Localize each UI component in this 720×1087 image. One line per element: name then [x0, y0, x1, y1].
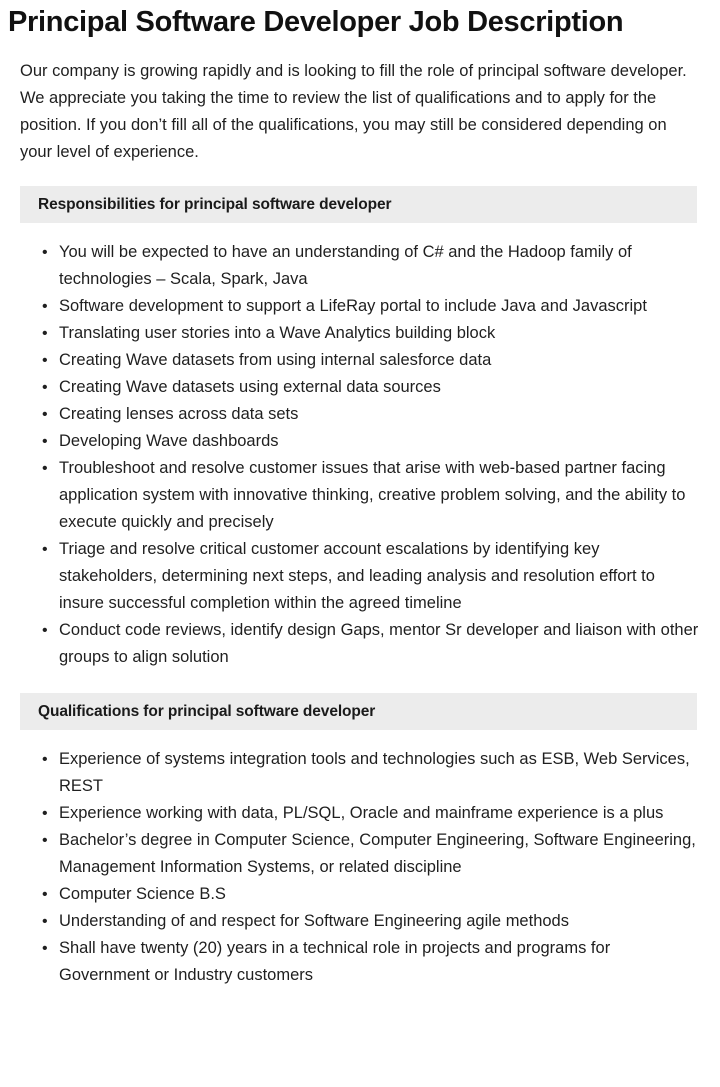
- list-item: • Translating user stories into a Wave Analytics building block: [20, 320, 700, 347]
- list-item: • Software development to support a LifeRay portal to include Java and Javascript: [20, 293, 700, 320]
- intro-paragraph: Our company is growing rapidly and is looking to fill the role of principal software developer. We appreciate you taking the time to review the list of qualifications and to apply for the position. If you don’t fill all of the qualifications, you may still be considered depending on your level of experience.: [20, 62, 687, 161]
- list-item: • Troubleshoot and resolve customer issues that arise with web-based partner facing application system with innovative thinking, creative problem solving, and the ability to execute quickly and precisely: [20, 455, 700, 536]
- list-item: • Conduct code reviews, identify design Gaps, mentor Sr developer and liaison with other groups to align solution: [20, 617, 700, 671]
- section-heading-label: Responsibilities for principal software developer: [38, 195, 392, 213]
- list-item: • Computer Science B.S: [20, 881, 700, 908]
- list-item: • Experience of systems integration tools and technologies such as ESB, Web Services, REST: [20, 746, 700, 800]
- list-item: • Shall have twenty (20) years in a technical role in projects and programs for Government or Industry customers: [20, 935, 700, 989]
- job-description-page: [0, 4, 720, 1087]
- list-item: • You will be expected to have an understanding of C# and the Hadoop family of technologies – Scala, Spark, Java: [20, 239, 700, 293]
- section-responsibilities: [0, 186, 720, 671]
- list-item: • Creating Wave datasets from using internal salesforce data: [20, 347, 700, 374]
- section-heading-label: Qualifications for principal software developer: [38, 702, 376, 720]
- list-item: • Developing Wave dashboards: [20, 428, 700, 455]
- list-item: • Creating lenses across data sets: [20, 401, 700, 428]
- list-item: • Triage and resolve critical customer account escalations by identifying key stakeholders, determining next steps, and leading analysis and resolution effort to insure successful completion within the agreed timeline: [20, 536, 700, 617]
- qualifications-list: [20, 746, 700, 989]
- section-header-qualifications: [20, 693, 697, 730]
- list-item: • Creating Wave datasets using external data sources: [20, 374, 700, 401]
- page-bottom-spacer: [0, 989, 720, 1015]
- section-header-responsibilities: [20, 186, 697, 223]
- responsibilities-list: [20, 239, 700, 671]
- page-title: Principal Software Developer Job Description: [8, 6, 624, 38]
- section-qualifications: [0, 693, 720, 989]
- list-item: • Bachelor’s degree in Computer Science, Computer Engineering, Software Engineering, Management Information Systems, or related discipline: [20, 827, 700, 881]
- list-item: • Experience working with data, PL/SQL, Oracle and mainframe experience is a plus: [20, 800, 700, 827]
- list-item: • Understanding of and respect for Software Engineering agile methods: [20, 908, 700, 935]
